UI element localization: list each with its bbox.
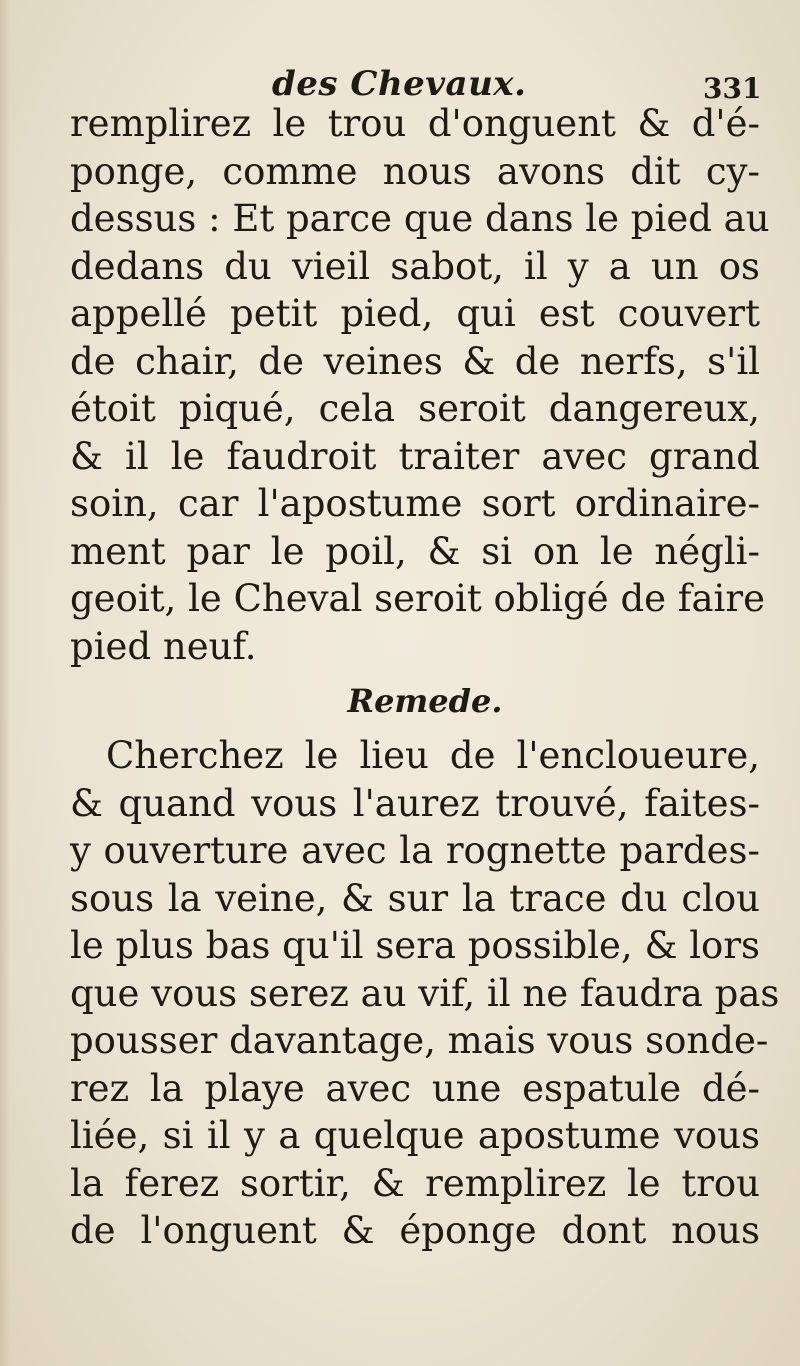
- text-line: rez la playe avec une espatule dé-: [70, 1066, 760, 1110]
- section-heading: Remede.: [347, 682, 503, 720]
- text-line: sous la veine, & sur la trace du clou: [70, 876, 760, 920]
- text-line: Cherchez le lieu de l'encloueure,: [106, 734, 760, 777]
- text-line: y ouverture avec la rognette pardes-: [70, 829, 760, 872]
- text-block: [70, 100, 780, 1255]
- text-line: le plus bas qu'il sera possible, & lors: [70, 924, 760, 967]
- text-line: remplirez le trou d'onguent & d'é-: [70, 102, 760, 145]
- text-line: de chair, de veines & de nerfs, s'il: [70, 339, 760, 383]
- page-header: [0, 58, 800, 106]
- text-line: soin, car l'apostume sort ordinaire-: [70, 482, 760, 525]
- text-line: & il le faudroit traiter avec grand: [70, 434, 760, 478]
- running-title: des Chevaux.: [272, 64, 527, 104]
- text-line: liée, si il y a quelque apostume vous: [70, 1114, 760, 1157]
- text-line: que vous serez au vif, il ne faudra pas: [70, 971, 780, 1015]
- text-line: de l'onguent & éponge dont nous: [70, 1209, 760, 1252]
- text-line: appellé petit pied, qui est couvert: [70, 292, 760, 335]
- page-number: 331: [703, 72, 762, 105]
- text-line: dedans du vieil sabot, il y a un os: [70, 244, 760, 288]
- text-line: étoit piqué, cela seroit dangereux,: [70, 387, 760, 430]
- text-line: ponge, comme nous avons dit cy-: [70, 149, 760, 193]
- text-line: ment par le poil, & si on le négli-: [70, 529, 760, 573]
- text-line: pousser davantage, mais vous sonde-: [70, 1019, 769, 1062]
- text-line: & quand vous l'aurez trouvé, faites-: [70, 781, 760, 825]
- text-line: la ferez sortir, & remplirez le trou: [70, 1161, 760, 1205]
- text-line: geoit, le Cheval seroit obligé de faire: [70, 577, 765, 620]
- text-line: dessus : Et parce que dans le pied au: [70, 197, 770, 240]
- page-spine-shadow: [0, 0, 10, 1366]
- text-line: pied neuf.: [70, 624, 257, 668]
